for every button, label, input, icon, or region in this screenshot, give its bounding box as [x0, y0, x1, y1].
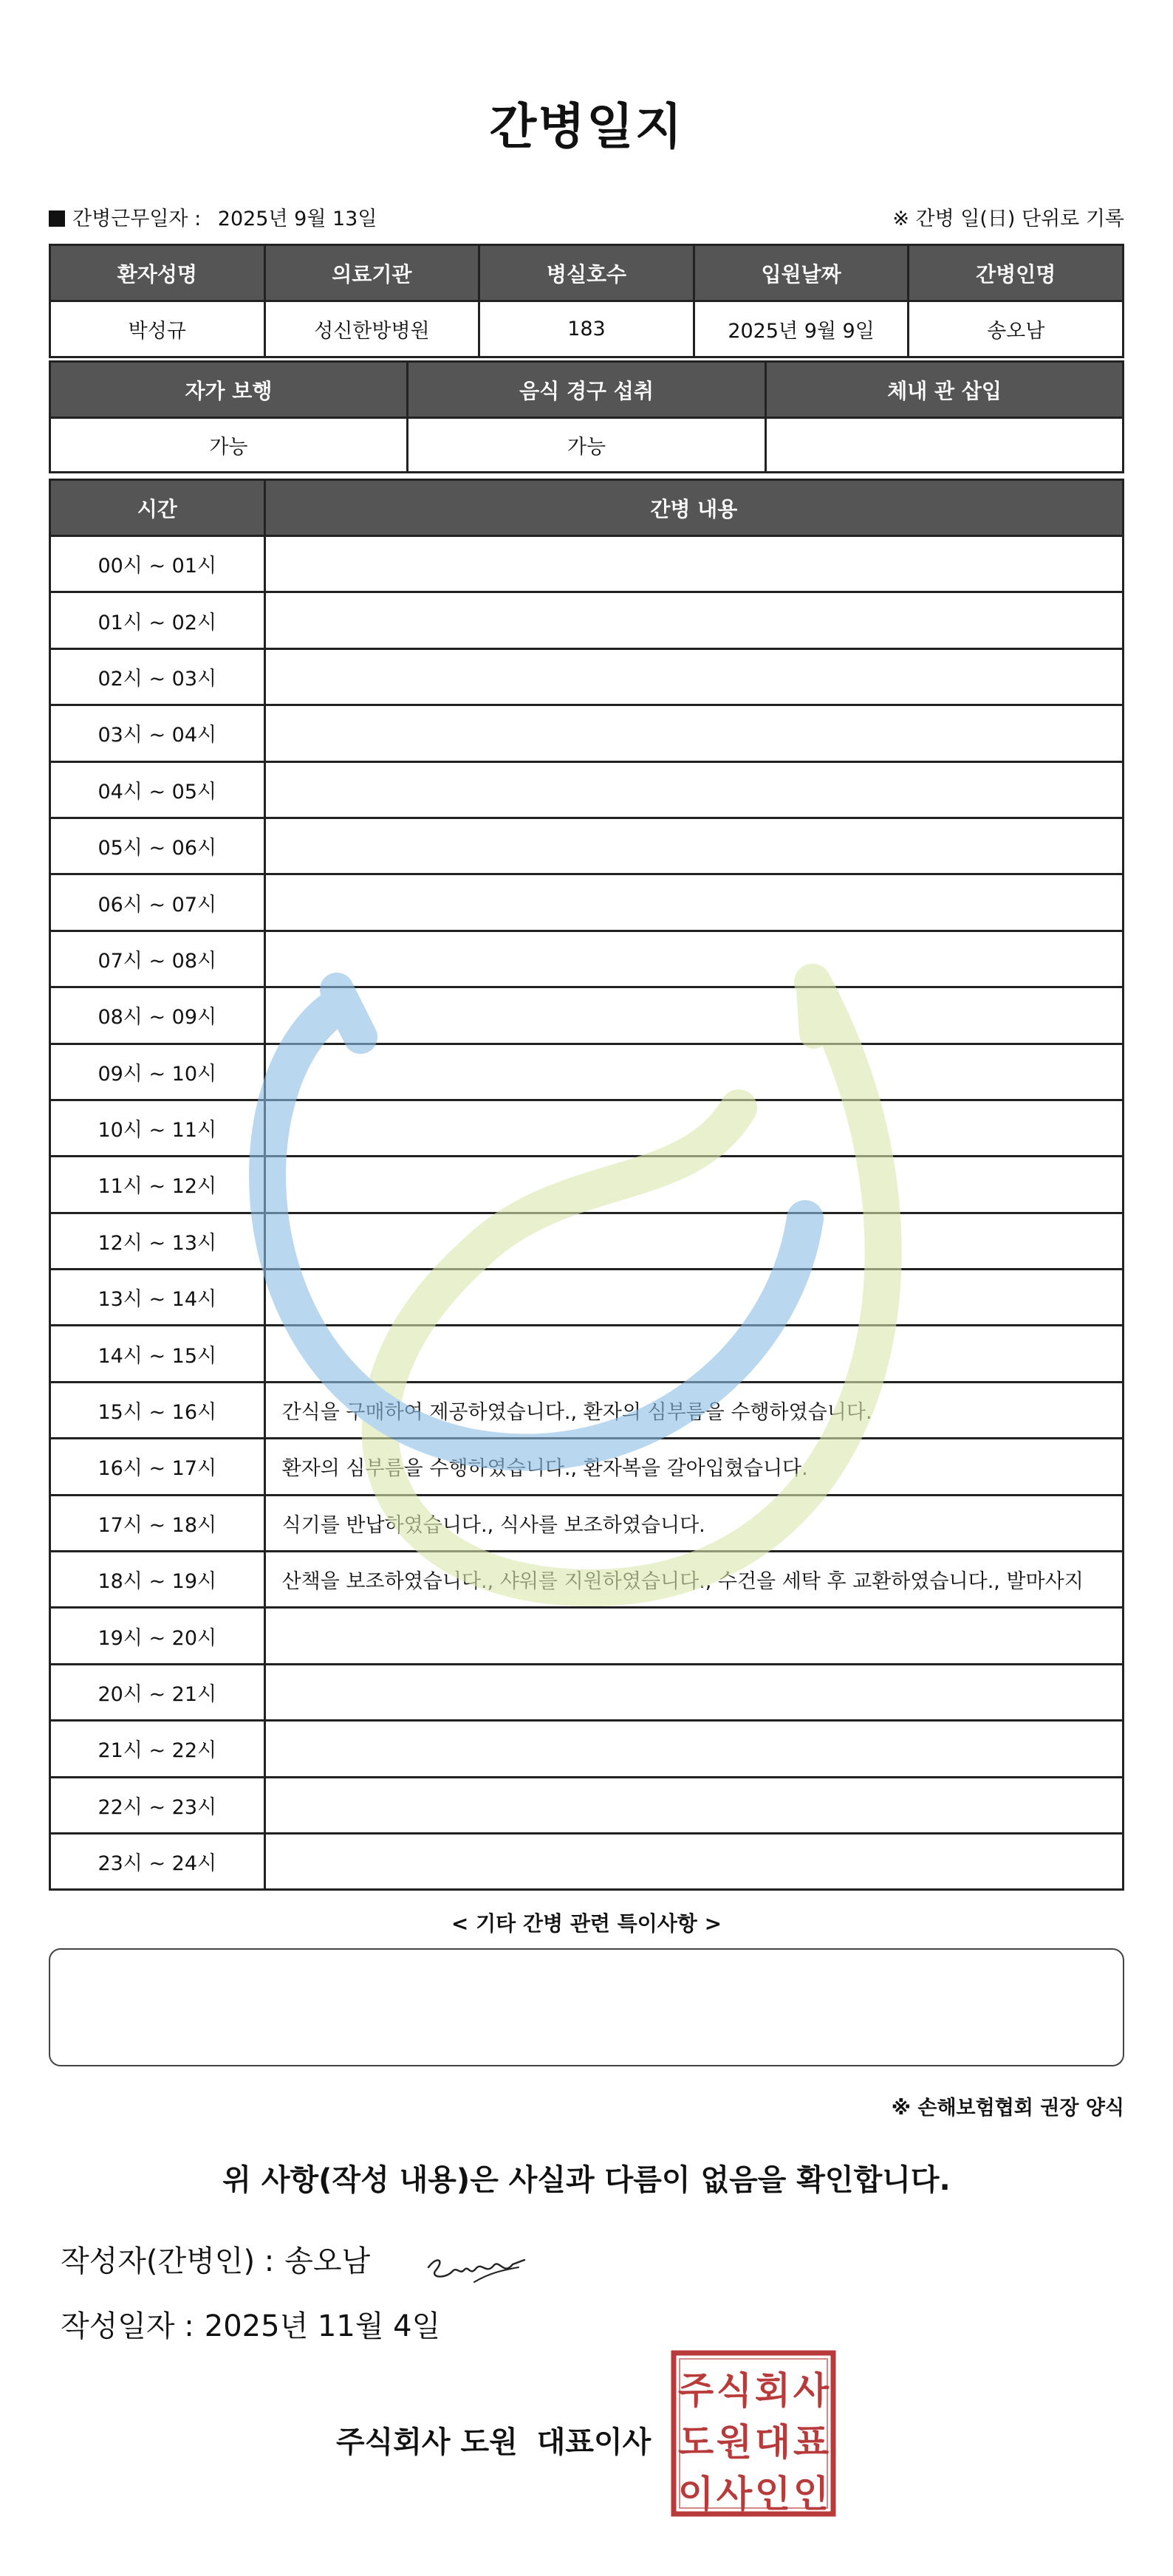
seal-character: 사 [716, 2473, 753, 2515]
care-content: 산책을 보조하였습니다., 샤워를 지원하였습니다., 수건을 세탁 후 교환하였습니다., 발마사지 [264, 1552, 1123, 1608]
care-schedule-table [49, 479, 1124, 1891]
handwritten-signature [423, 2245, 533, 2289]
time-slot: 20시 ~ 21시 [50, 1664, 265, 1720]
page-title: 간병일지 [489, 98, 684, 155]
confirmation-statement: 위 사항(작성 내용)은 사실과 다름이 없음을 확인합니다. [222, 2163, 951, 2197]
care-content [264, 1833, 1123, 1889]
care-content [264, 1664, 1123, 1720]
time-slot: 14시 ~ 15시 [50, 1326, 265, 1382]
care-content [264, 1721, 1123, 1777]
header-row [49, 199, 1124, 232]
header-room-number: 병실호수 [479, 245, 694, 301]
writer-name: 송오남 [284, 2244, 371, 2278]
time-slot: 18시 ~ 19시 [50, 1552, 265, 1608]
company-signature-line [336, 2419, 651, 2461]
seal-character: 인 [793, 2473, 830, 2515]
care-content [264, 1608, 1123, 1664]
header-patient-name: 환자성명 [50, 245, 265, 301]
patient-info-table [49, 244, 1124, 358]
time-slot: 02시 ~ 03시 [50, 648, 265, 705]
table-row [50, 592, 1124, 648]
time-slot: 15시 ~ 16시 [50, 1382, 265, 1438]
time-slot: 17시 ~ 18시 [50, 1495, 265, 1551]
care-content: 식기를 반납하였습니다., 식사를 보조하였습니다. [264, 1495, 1123, 1551]
table-row [50, 1157, 1124, 1213]
seal-character: 표 [793, 2421, 830, 2464]
care-content [264, 1777, 1123, 1833]
writer-line [61, 2238, 370, 2280]
caregiver-name: 송오남 [909, 301, 1124, 357]
oral-intake-value: 가능 [407, 418, 765, 473]
patient-status-table [49, 360, 1124, 473]
header-oral-intake: 음식 경구 섭취 [407, 362, 765, 418]
seal-character: 도 [677, 2421, 714, 2464]
special-notes-title: < 기타 간병 관련 특이사항 > [451, 1911, 722, 1936]
care-content: 간식을 구매하여 제공하였습니다., 환자의 심부름을 수행하였습니다. [264, 1382, 1123, 1438]
table-row [50, 818, 1124, 874]
time-slot: 08시 ~ 09시 [50, 987, 265, 1044]
schedule-rows [50, 536, 1124, 1890]
work-date-label: 간병근무일자 : [72, 208, 202, 230]
square-bullet-icon [49, 210, 65, 227]
time-slot: 22시 ~ 23시 [50, 1777, 265, 1833]
table-row [50, 1270, 1124, 1326]
table-row [50, 1608, 1124, 1664]
care-content [264, 1044, 1123, 1100]
table-row [50, 1382, 1124, 1438]
write-date-label: 작성일자 : [61, 2309, 194, 2343]
seal-character: 이 [677, 2473, 714, 2515]
self-walking-value: 가능 [50, 418, 408, 473]
recommendation-note: ※ 손해보험협회 권장 양식 [891, 2097, 1124, 2120]
time-slot: 09시 ~ 10시 [50, 1044, 265, 1100]
care-content [264, 1270, 1123, 1326]
header-time: 시간 [50, 480, 265, 536]
admission-date: 2025년 9월 9일 [694, 301, 909, 357]
care-content [264, 818, 1123, 874]
table-row [50, 987, 1124, 1044]
patient-name: 박성규 [50, 301, 265, 357]
care-content [264, 931, 1123, 987]
tube-insertion-value [766, 418, 1124, 473]
time-slot: 10시 ~ 11시 [50, 1100, 265, 1156]
header-admission-date: 입원날짜 [694, 245, 909, 301]
time-slot: 16시 ~ 17시 [50, 1439, 265, 1495]
company-seal-stamp [671, 2350, 836, 2517]
table-row [50, 1721, 1124, 1777]
special-notes-box [49, 1948, 1124, 2066]
hospital: 성신한방병원 [264, 301, 479, 357]
table-row [50, 536, 1124, 592]
table-row [50, 1495, 1124, 1551]
care-content: 환자의 심부름을 수행하였습니다., 환자복을 갈아입혔습니다. [264, 1439, 1123, 1495]
table-row [50, 1044, 1124, 1100]
time-slot: 05시 ~ 06시 [50, 818, 265, 874]
table-row [50, 1326, 1124, 1382]
seal-character: 원 [716, 2421, 753, 2464]
write-date-line [61, 2303, 440, 2345]
table-row [50, 1439, 1124, 1495]
header-care-content: 간병 내용 [264, 480, 1123, 536]
table-row [50, 1664, 1124, 1720]
record-note: ※ 간병 일(日) 단위로 기록 [892, 208, 1124, 230]
time-slot: 12시 ~ 13시 [50, 1213, 265, 1269]
care-content [264, 536, 1123, 592]
work-date [49, 202, 377, 231]
table-row [50, 1833, 1124, 1889]
table-row [50, 761, 1124, 818]
header-caregiver-name: 간병인명 [909, 245, 1124, 301]
care-content [264, 1157, 1123, 1213]
care-content [264, 705, 1123, 761]
table-row [50, 874, 1124, 931]
writer-label: 작성자(간병인) : [61, 2244, 275, 2278]
seal-character: 식 [716, 2369, 753, 2412]
time-slot: 01시 ~ 02시 [50, 592, 265, 648]
header-self-walking: 자가 보행 [50, 362, 408, 418]
table-row [50, 1777, 1124, 1833]
write-date-value: 2025년 11월 4일 [204, 2309, 441, 2343]
table-row [50, 1552, 1124, 1608]
table-row [50, 648, 1124, 705]
care-content [264, 1213, 1123, 1269]
company-name: 주식회사 도원 [336, 2425, 518, 2459]
seal-character: 회 [754, 2369, 791, 2412]
care-content [264, 592, 1123, 648]
company-title: 대표이사 [536, 2425, 652, 2459]
room-number: 183 [479, 301, 694, 357]
care-content [264, 1100, 1123, 1156]
time-slot: 19시 ~ 20시 [50, 1608, 265, 1664]
seal-character: 주 [677, 2369, 714, 2412]
care-content [264, 987, 1123, 1044]
time-slot: 00시 ~ 01시 [50, 536, 265, 592]
care-content [264, 874, 1123, 931]
time-slot: 23시 ~ 24시 [50, 1833, 265, 1889]
seal-character: 인 [754, 2473, 791, 2515]
table-row [50, 705, 1124, 761]
time-slot: 04시 ~ 05시 [50, 761, 265, 818]
care-content [264, 1326, 1123, 1382]
work-date-value: 2025년 9월 13일 [217, 208, 377, 230]
table-row [50, 1100, 1124, 1156]
care-content [264, 648, 1123, 705]
time-slot: 11시 ~ 12시 [50, 1157, 265, 1213]
header-tube-insertion: 체내 관 삽입 [766, 362, 1124, 418]
seal-character: 사 [793, 2369, 830, 2412]
care-content [264, 761, 1123, 818]
time-slot: 07시 ~ 08시 [50, 931, 265, 987]
table-row [50, 1213, 1124, 1269]
time-slot: 06시 ~ 07시 [50, 874, 265, 931]
table-row [50, 931, 1124, 987]
time-slot: 03시 ~ 04시 [50, 705, 265, 761]
time-slot: 21시 ~ 22시 [50, 1721, 265, 1777]
header-hospital: 의료기관 [264, 245, 479, 301]
time-slot: 13시 ~ 14시 [50, 1270, 265, 1326]
seal-character: 대 [754, 2421, 791, 2464]
